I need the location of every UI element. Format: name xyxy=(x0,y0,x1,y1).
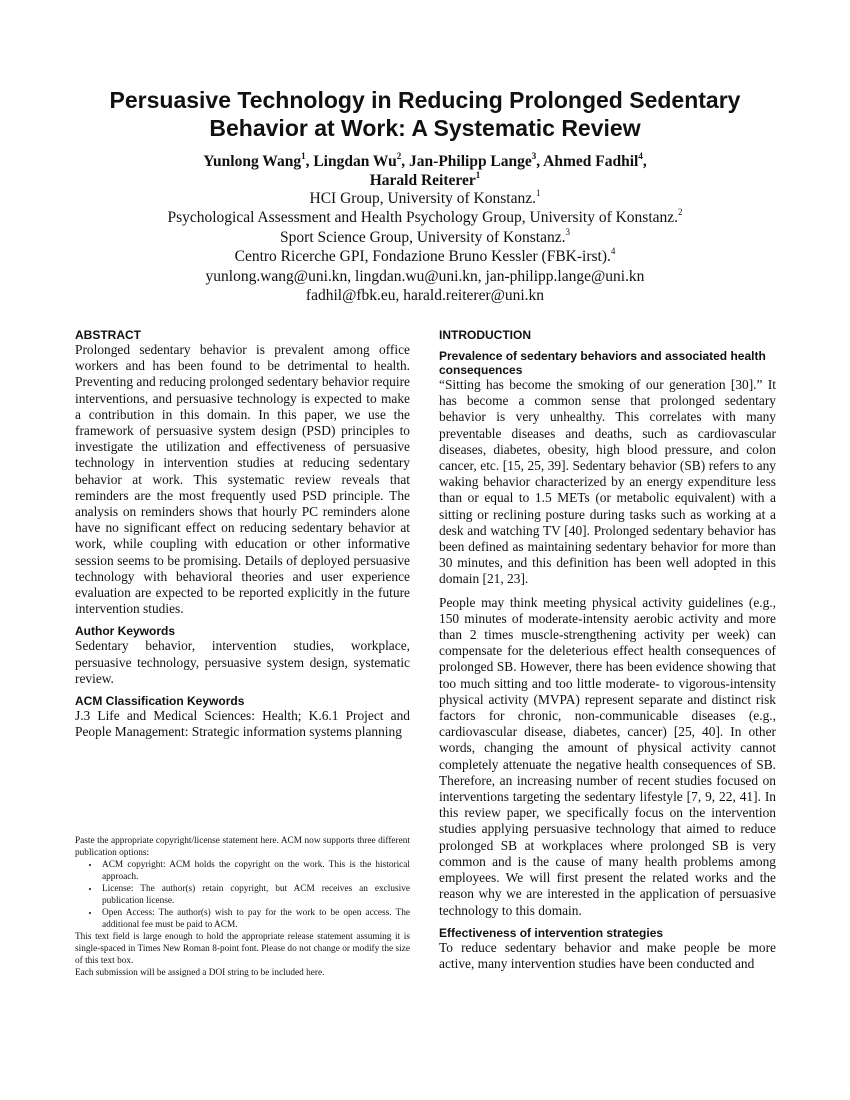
author-name: , Jan-Philipp Lange xyxy=(401,153,532,170)
affiliation-marker: 4 xyxy=(610,246,616,257)
doi-note: Each submission will be assigned a DOI string to be included here. xyxy=(75,968,325,978)
abstract-text: Prolonged sedentary behavior is prevalent among office workers and has been found to be detrimental to health. Preventing and reducing prolonged sedentary behavior require interventions, and persuasive technology is expected to make a contribution in this domain. In this paper, we use the framework of persuasive system design (PSD) principles to investigate the utilization and effectiveness of persuasive technology in intervention studies at reducing sedentary behavior at work. This systematic review reveals that reminders are the most frequently used PSD principle. The analysis on reminders shows that hourly PC reminders alone have no significant effect on reducing sedentary behavior at work, while coupling with education or other informative session seems to be promising. Details of deployed persuasive technology with behavioral theories and user experience evaluation are expected to be reported explicitly in the future intervention studies. xyxy=(75,342,410,617)
copyright-option: • Open Access: The author(s) wish to pay for the work to be open access. The additional fee must be paid to ACM. xyxy=(100,907,410,931)
copyright-box xyxy=(75,835,410,979)
author-line-2 xyxy=(60,171,790,190)
subsection-heading: Effectiveness of intervention strategies xyxy=(439,925,664,940)
author-keywords-text: Sedentary behavior, intervention studies, workplace, persuasive technology, persuasive system design, systematic review. xyxy=(75,638,410,686)
copyright-options xyxy=(75,859,410,931)
abstract-heading: ABSTRACT xyxy=(75,328,141,342)
body-paragraph: To reduce sedentary behavior and make people be more active, many intervention studies have been conducted and xyxy=(439,939,776,971)
subsection-heading: Prevalence of sedentary behaviors and associated health consequences xyxy=(439,349,766,377)
affiliation-marker: 4 xyxy=(638,151,643,161)
introduction-heading: INTRODUCTION xyxy=(439,328,531,342)
copyright-option: • ACM copyright: ACM holds the copyright on the work. This is the historical approach. xyxy=(100,859,410,883)
affiliation-marker: 2 xyxy=(396,151,402,161)
author-name: , Ahmed Fadhil xyxy=(536,153,639,170)
affiliation-text: HCI Group, University of Konstanz. xyxy=(309,190,536,207)
affiliation-block xyxy=(60,189,790,305)
affiliation-line xyxy=(60,228,790,247)
affiliation-line xyxy=(60,189,790,208)
affiliation-line xyxy=(60,247,790,266)
copyright-option: • License: The author(s) retain copyright, but ACM receives an exclusive publication license. xyxy=(100,883,410,907)
affiliation-marker: 3 xyxy=(531,151,537,161)
author-name: Yunlong Wang xyxy=(203,153,302,170)
copyright-intro: Paste the appropriate copyright/license statement here. ACM now supports three different publication options: xyxy=(75,836,410,858)
affiliation-text: Psychological Assessment and Health Psychology Group, University of Konstanz. xyxy=(167,209,679,227)
acm-keywords-heading: ACM Classification Keywords xyxy=(75,694,245,709)
acm-keywords-text: J.3 Life and Medical Sciences: Health; K.6.1 Project and People Management: Strategic information systems planning xyxy=(75,708,410,740)
affiliation-line xyxy=(60,208,790,227)
author-name: Harald Reiterer xyxy=(369,172,476,189)
affiliation-marker: 2 xyxy=(678,207,683,218)
paper-title: Persuasive Technology in Reducing Prolonged Sedentary Behavior at Work: A Systematic Review xyxy=(109,87,741,141)
affiliation-text: Sport Science Group, University of Konstanz. xyxy=(280,228,566,246)
left-column xyxy=(75,328,410,740)
affiliation-marker: 1 xyxy=(301,151,306,161)
affiliation-marker: 1 xyxy=(535,188,541,198)
affiliation-marker: 3 xyxy=(565,226,570,237)
author-name: , Lingdan Wu xyxy=(305,153,397,170)
body-paragraph: People may think meeting physical activity guidelines (e.g., 150 minutes of moderate-intensity aerobic activity and more than 2 times muscle-strengthening activity per week) can compensate for the deleterious effect health consequences of prolonged SB. However, there has been evidence showing that too much sitting and too little moderate- to vigorous-intensity physical activity (MVPA) represent separate and distinct risk factors for chronic, non-communicable diseases (e.g., cardiovascular disease, diabetes, cancer) [25, 40]. In other words, changing the amount of physical activity cannot completely attenuate the negative health consequences of SB. Therefore, an increasing number of recent studies focused on interventions targeting the sedentary lifestyle [7, 9, 22, 41]. In this review paper, we specifically focus on the intervention studies applying persuasive technology that aimed to reduce prolonged SB at workplaces where prolonged SB is very common and is the cause of many health problems among employees. We will first present the related works and the reason why we are interested in the application of persuasive technology to this domain. xyxy=(439,594,776,918)
affiliation-text: Centro Ricerche GPI, Fondazione Bruno Kessler (FBK-irst). xyxy=(234,248,611,266)
copyright-note: This text field is large enough to hold the appropriate release statement assuming it is single-spaced in Times New Roman 8-point font. Please do not change or modify the size of this text box. xyxy=(75,932,410,966)
author-separator: , xyxy=(642,153,647,170)
right-column xyxy=(439,328,776,972)
author-list xyxy=(60,152,790,190)
body-paragraph: “Sitting has become the smoking of our generation [30].” It has become a common sense that prolonged sedentary behavior is very unhealthy. This correlates with many preventable diseases and deaths, such as cardiovascular diseases, diabetes, obesity, high blood pressure, and colon cancer, etc. [15, 25, 39]. Sedentary behavior (SB) refers to any waking behavior characterized by an energy expenditure less than or equal to 1.5 METs (or metabolic equivalent) with a sitting or reclining posture during tasks such as working at a desk and watching TV [40]. Prolonged sedentary behavior has been defined as maintaining sedentary behavior for more than 30 minutes, and this definition has been well adopted in this domain [21, 23]. xyxy=(439,377,776,587)
author-line-1 xyxy=(60,152,790,171)
affiliation-marker: 1 xyxy=(475,170,481,180)
email-line: yunlong.wang@uni.kn, lingdan.wu@uni.kn, jan-philipp.lange@uni.kn xyxy=(205,267,645,285)
email-line: fadhil@fbk.eu, harald.reiterer@uni.kn xyxy=(305,287,545,305)
author-keywords-heading: Author Keywords xyxy=(75,624,176,639)
